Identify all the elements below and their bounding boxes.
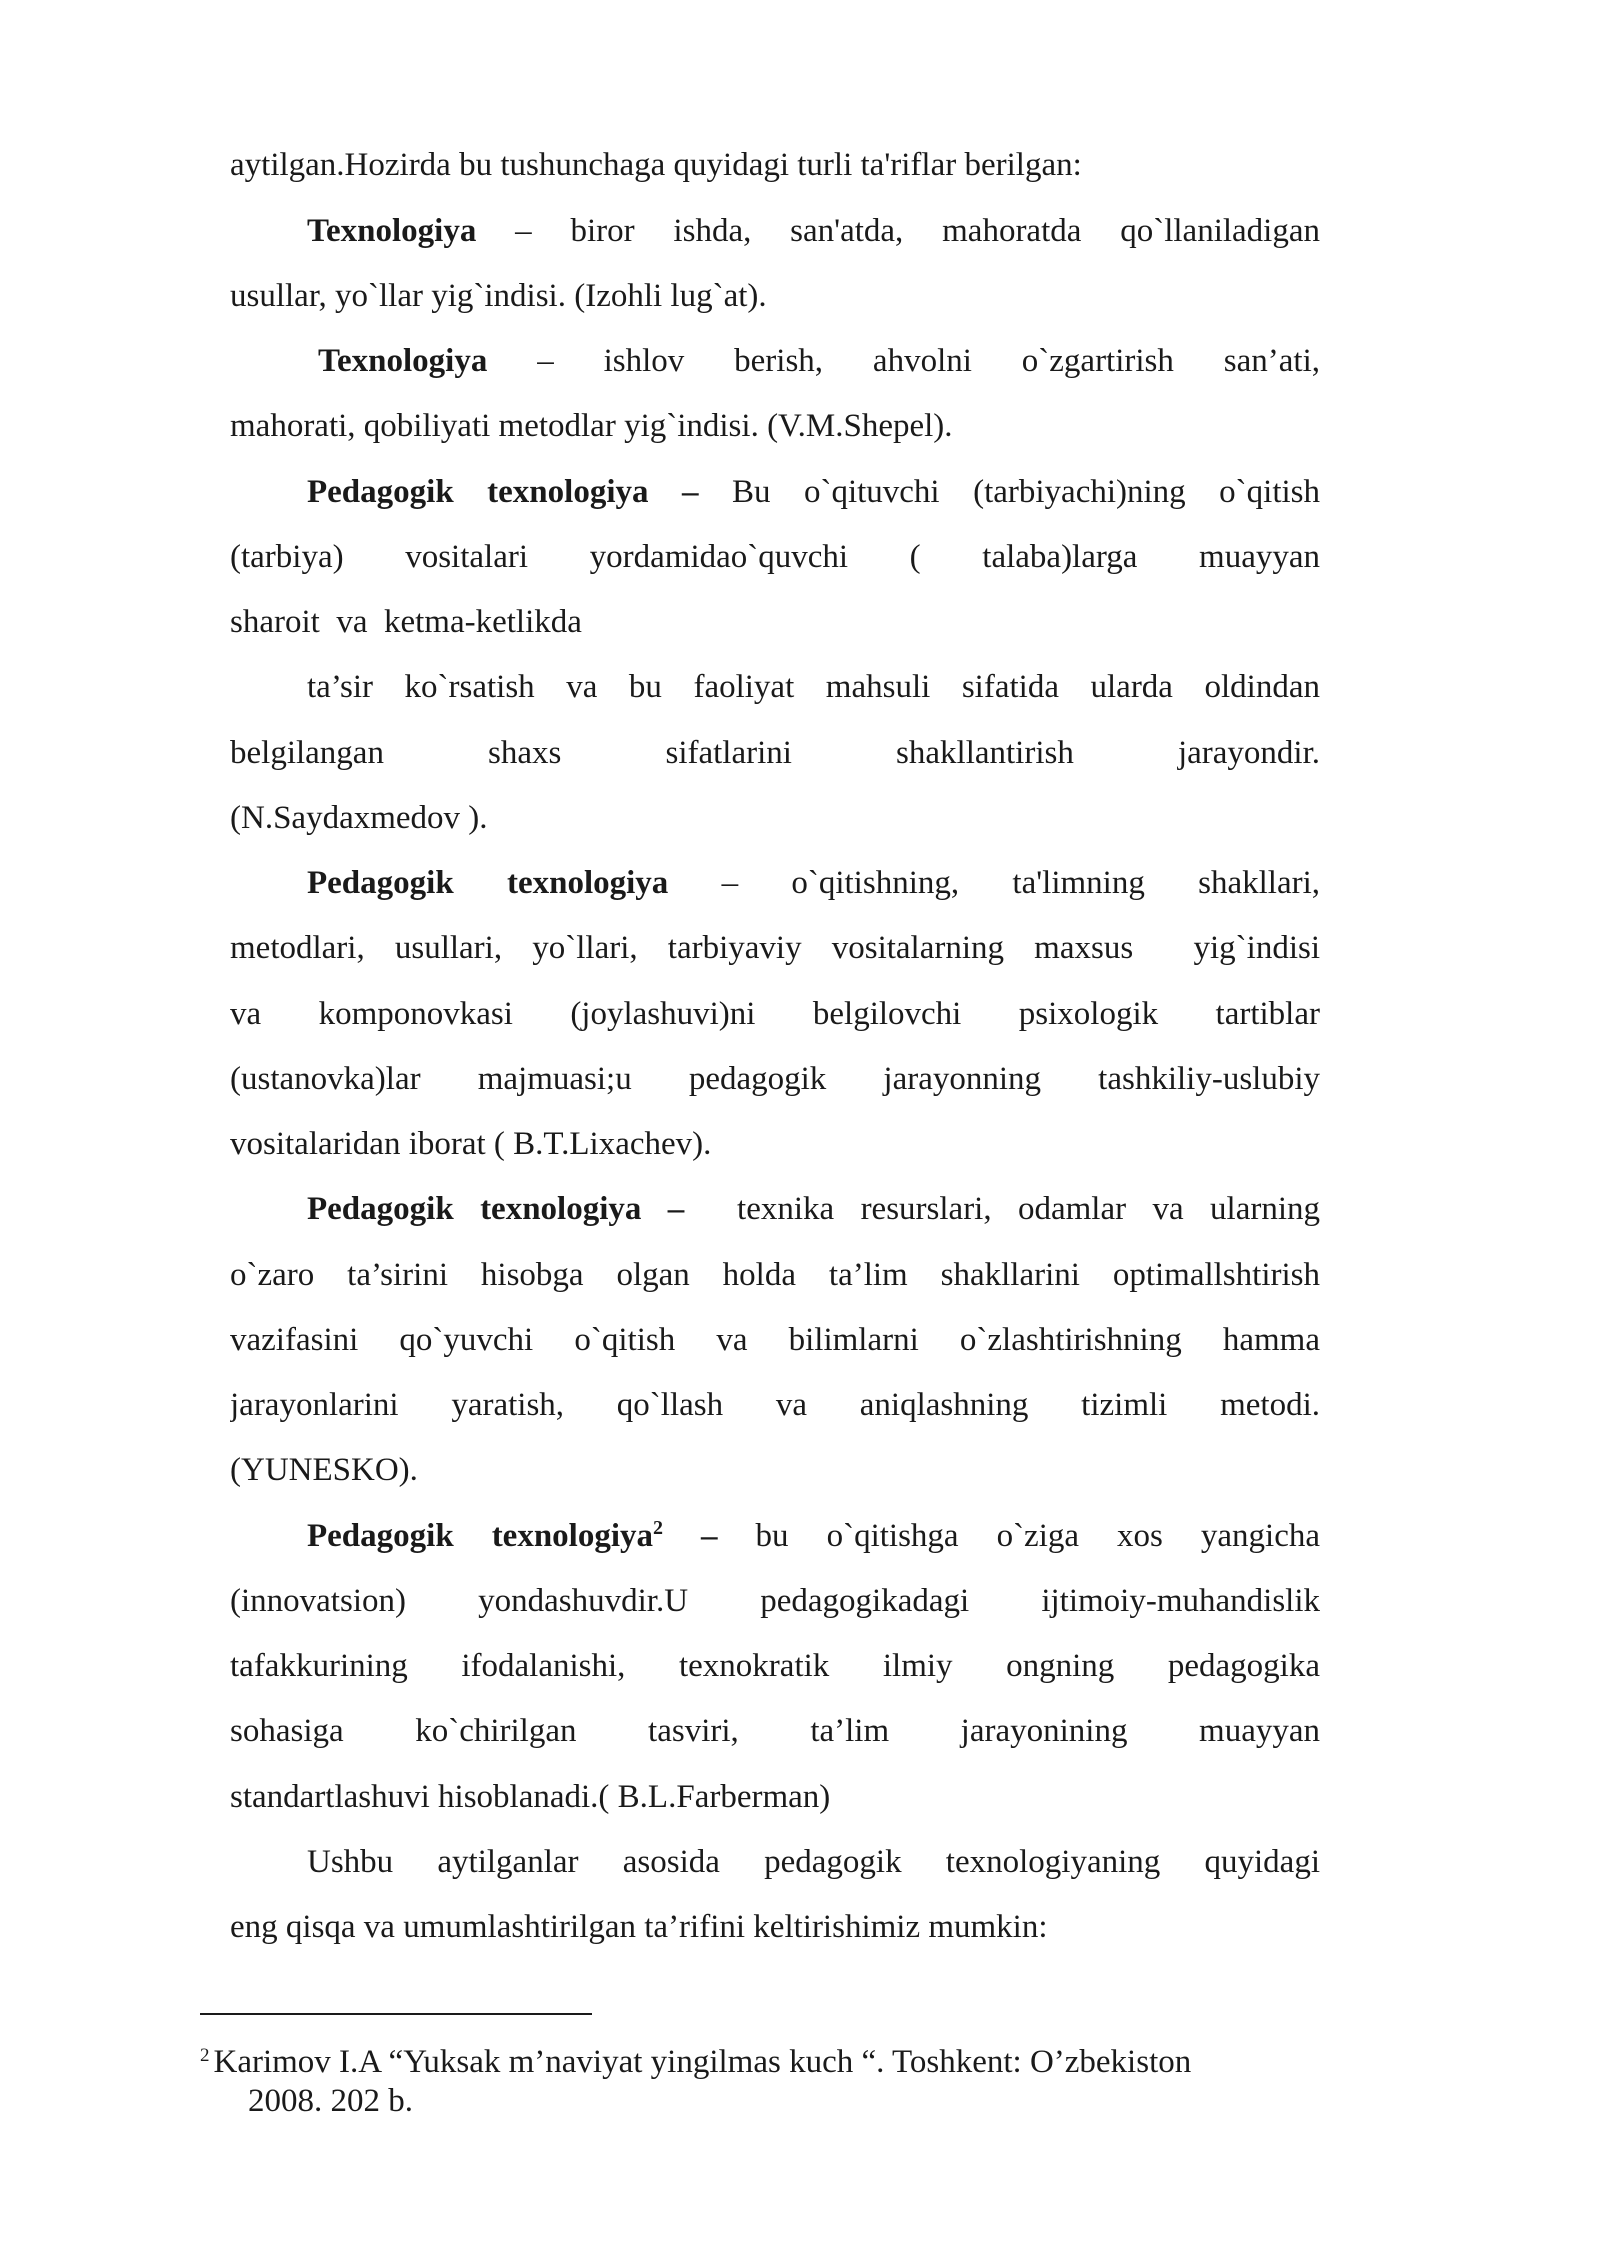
text-line: vositalaridan iborat ( B.T.Lixachev). <box>230 1126 712 1162</box>
text-line: o`zaro ta’sirini hisobga olgan holda ta’lim shakllarini optimallshtirish <box>230 1257 1320 1293</box>
footnote-mark: 2 <box>200 2045 210 2066</box>
text-line: va komponovkasi (joylashuvi)ni belgilovchi psixologik tartiblar <box>230 996 1320 1032</box>
definition-text: – o`qitishning, ta'limning shakllari, <box>668 865 1320 901</box>
text-line: sohasiga ko`chirilgan tasviri, ta’lim jarayonining muayyan <box>230 1713 1320 1749</box>
definition-text: Bu o`qituvchi (tarbiyachi)ning o`qitish <box>698 474 1320 510</box>
text-line: aytilgan.Hozirda bu tushunchaga quyidagi turli ta'riflar berilgan: <box>230 147 1082 183</box>
term: Texnologiya <box>318 343 488 379</box>
text-line: (N.Saydaxmedov ). <box>230 800 488 836</box>
term: Pedagogik texnologiya – <box>307 1191 685 1227</box>
definition-line <box>307 472 1320 512</box>
term: Pedagogik texnologiya <box>307 865 669 901</box>
text-line: metodlari, usullari, yo`llari, tarbiyaviy vositalarning maxsus yig`indisi <box>230 930 1320 966</box>
definition-line <box>307 1516 1320 1556</box>
footnote-separator <box>200 2013 592 2015</box>
text-line: (tarbiya) vositalari yordamidao`quvchi ( talaba)larga muayyan <box>230 539 1320 575</box>
footnote-continuation: 2008. 202 b. <box>248 2083 413 2119</box>
definition-line <box>307 1189 1320 1229</box>
text-line: jarayonlarini yaratish, qo`llash va aniqlashning tizimli metodi. <box>230 1387 1320 1423</box>
text-line: (ustanovka)lar majmuasi;u pedagogik jarayonning tashkiliy-uslubiy <box>230 1061 1320 1097</box>
text-line: standartlashuvi hisoblanadi.( B.L.Farberman) <box>230 1779 831 1815</box>
footnote-text: Karimov I.A “Yuksak m’naviyat yingilmas kuch “. Toshkent: O’zbekiston <box>213 2044 1192 2080</box>
definition-text: texnika resurslari, odamlar va ularning <box>684 1191 1320 1227</box>
term: Texnologiya <box>307 213 477 249</box>
term: Pedagogik texnologiya$^2$ – <box>307 1517 718 1554</box>
text-line: usullar, yo`llar yig`indisi. (Izohli lug`at). <box>230 278 767 314</box>
footnote-ref: 2 <box>653 1517 664 1539</box>
definition-text: bu o`qitishga o`ziga xos yangicha <box>717 1518 1320 1554</box>
text-line: vazifasini qo`yuvchi o`qitish va bilimlarni o`zlashtirishning hamma <box>230 1322 1320 1358</box>
term: Pedagogik texnologiya – <box>307 474 699 510</box>
text-line: ta’sir ko`rsatish va bu faoliyat mahsuli sifatida ularda oldindan <box>307 669 1320 705</box>
text-line: mahorati, qobiliyati metodlar yig`indisi. (V.M.Shepel). <box>230 408 953 444</box>
text-line: (innovatsion) yondashuvdir.U pedagogikadagi ijtimoiy-muhandislik <box>230 1583 1320 1619</box>
text-line: belgilangan shaxs sifatlarini shakllantirish jarayondir. <box>230 735 1320 771</box>
definition-line <box>318 341 1320 381</box>
definition-text: – ishlov berish, ahvolni o`zgartirish san’ati, <box>487 343 1320 379</box>
definition-line <box>307 211 1320 251</box>
definition-line <box>307 863 1320 903</box>
text-line: Ushbu aytilganlar asosida pedagogik texnologiyaning quyidagi <box>307 1844 1320 1880</box>
text-line: tafakkurining ifodalanishi, texnokratik ilmiy ongning pedagogika <box>230 1648 1320 1684</box>
footnote <box>200 2036 1192 2080</box>
text-line: (YUNESKO). <box>230 1452 418 1488</box>
text-line: eng qisqa va umumlashtirilgan ta’rifini keltirishimiz mumkin: <box>230 1909 1048 1945</box>
definition-text: – biror ishda, san'atda, mahoratda qo`llaniladigan <box>476 213 1320 249</box>
text-line: sharoit va ketma-ketlikda <box>230 604 582 640</box>
